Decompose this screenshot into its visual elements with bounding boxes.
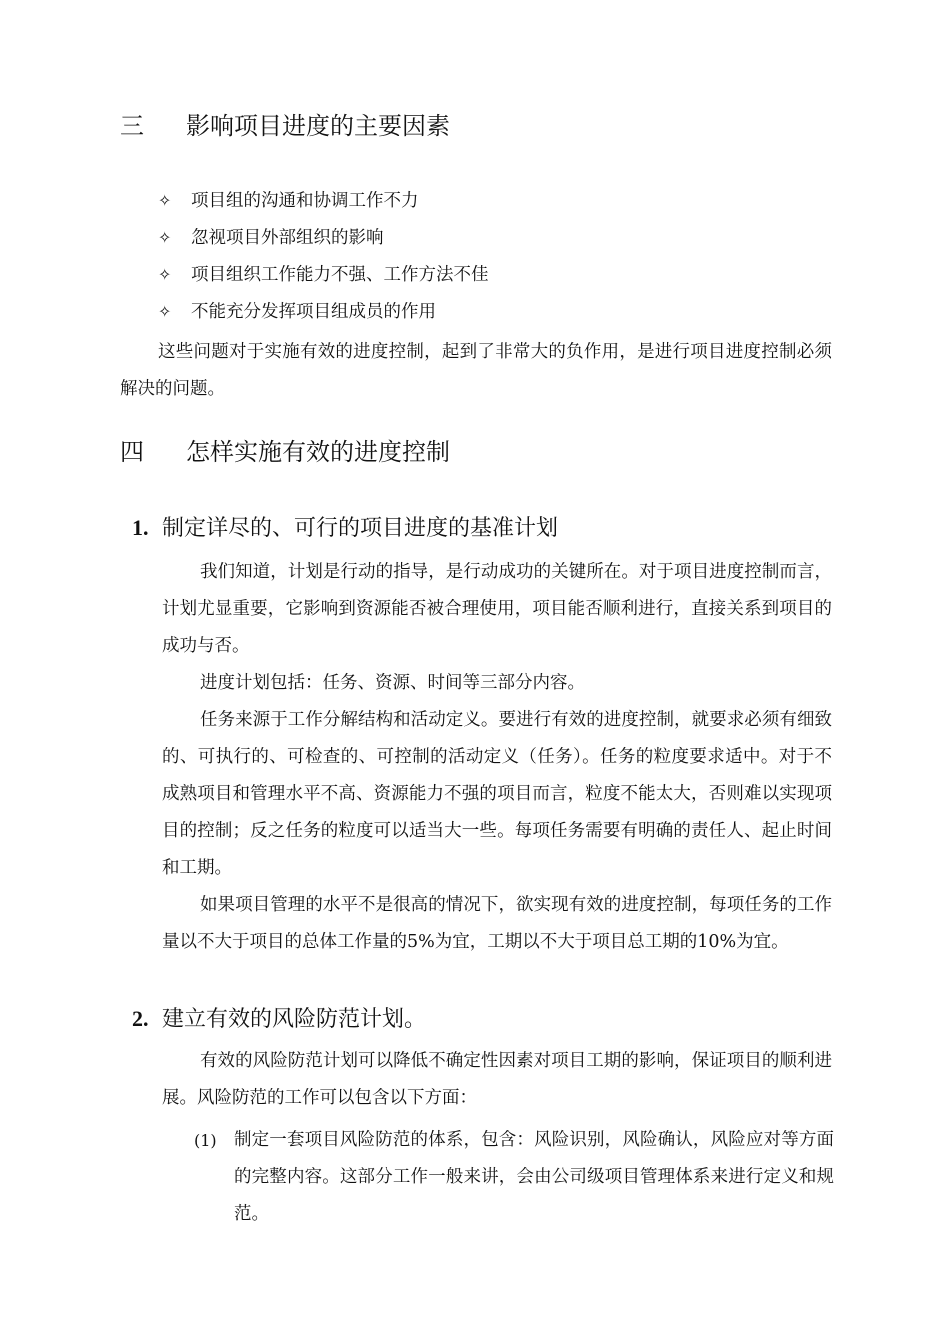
sub-item-marker: (1): [194, 1131, 217, 1150]
item-2-title: 建立有效的风险防范计划。: [162, 1007, 427, 1032]
sub-item-text: 制定一套项目风险防范的体系，包含：风险识别，风险确认，风险应对等方面的完整内容。这部分工作一般来讲，会由公司级项目管理体系来进行定义和规范。: [234, 1130, 834, 1224]
item-2-number: 2.: [132, 1006, 149, 1031]
list-item: [158, 223, 838, 260]
section-4-number: 四: [120, 438, 144, 466]
diamond-bullet-icon: ✧: [158, 191, 172, 210]
item-2-paragraph: 有效的风险防范计划可以降低不确定性因素对项目工期的影响，保证项目的顺利进展。风险防范的工作可以包含以下方面：: [162, 1051, 832, 1108]
diamond-bullet-icon: ✧: [158, 265, 172, 284]
item-1-paragraph-4: 如果项目管理的水平不是很高的情况下，欲实现有效的进度控制，每项任务的工作量以不大于项目的总体工作量的5%为宜，工期以不大于项目总工期的10%为宜。: [162, 895, 832, 952]
section-4-title: 怎样实施有效的进度控制: [186, 438, 450, 466]
section-3-number: 三: [120, 112, 144, 140]
list-item: [158, 297, 838, 334]
item-2-heading: [132, 1004, 426, 1035]
item-1-paragraph-2: 进度计划包括：任务、资源、时间等三部分内容。: [200, 673, 585, 693]
item-1-heading: [132, 513, 558, 544]
diamond-bullet-icon: ✧: [158, 228, 172, 247]
section-3-heading: [120, 111, 450, 141]
sub-item-1: [194, 1122, 834, 1233]
item-1-paragraph-3: 任务来源于工作分解结构和活动定义。要进行有效的进度控制，就要求必须有细致的、可执行的、可检查的、可控制的活动定义（任务）。任务的粒度要求适中。对于不成熟项目和管理水平不高、资源能力不强的项目而言，粒度不能太大，否则难以实现项目的控制；反之任务的粒度可以适当大一些。每项任务需要有明确的责任人、起止时间和工期。: [162, 710, 832, 878]
list-item: [158, 186, 838, 223]
list-item-text: 项目组织工作能力不强、工作方法不佳: [191, 265, 489, 285]
section-3-summary: 这些问题对于实施有效的进度控制，起到了非常大的负作用，是进行项目进度控制必须解决的问题。: [120, 342, 832, 399]
section-3-title: 影响项目进度的主要因素: [186, 112, 450, 140]
item-1-title: 制定详尽的、可行的项目进度的基准计划: [162, 516, 559, 541]
list-item-text: 项目组的沟通和协调工作不力: [191, 191, 419, 211]
item-1-paragraph-1: 我们知道，计划是行动的指导，是行动成功的关键所在。对于项目进度控制而言，计划尤显重要，它影响到资源能否被合理使用，项目能否顺利进行，直接关系到项目的成功与否。: [162, 562, 832, 656]
list-item-text: 忽视项目外部组织的影响: [191, 228, 384, 248]
item-1-number: 1.: [132, 515, 149, 540]
diamond-bullet-icon: ✧: [158, 302, 172, 321]
factor-list: [158, 186, 838, 334]
section-4-heading: [120, 437, 450, 467]
list-item: [158, 260, 838, 297]
list-item-text: 不能充分发挥项目组成员的作用: [191, 302, 436, 322]
